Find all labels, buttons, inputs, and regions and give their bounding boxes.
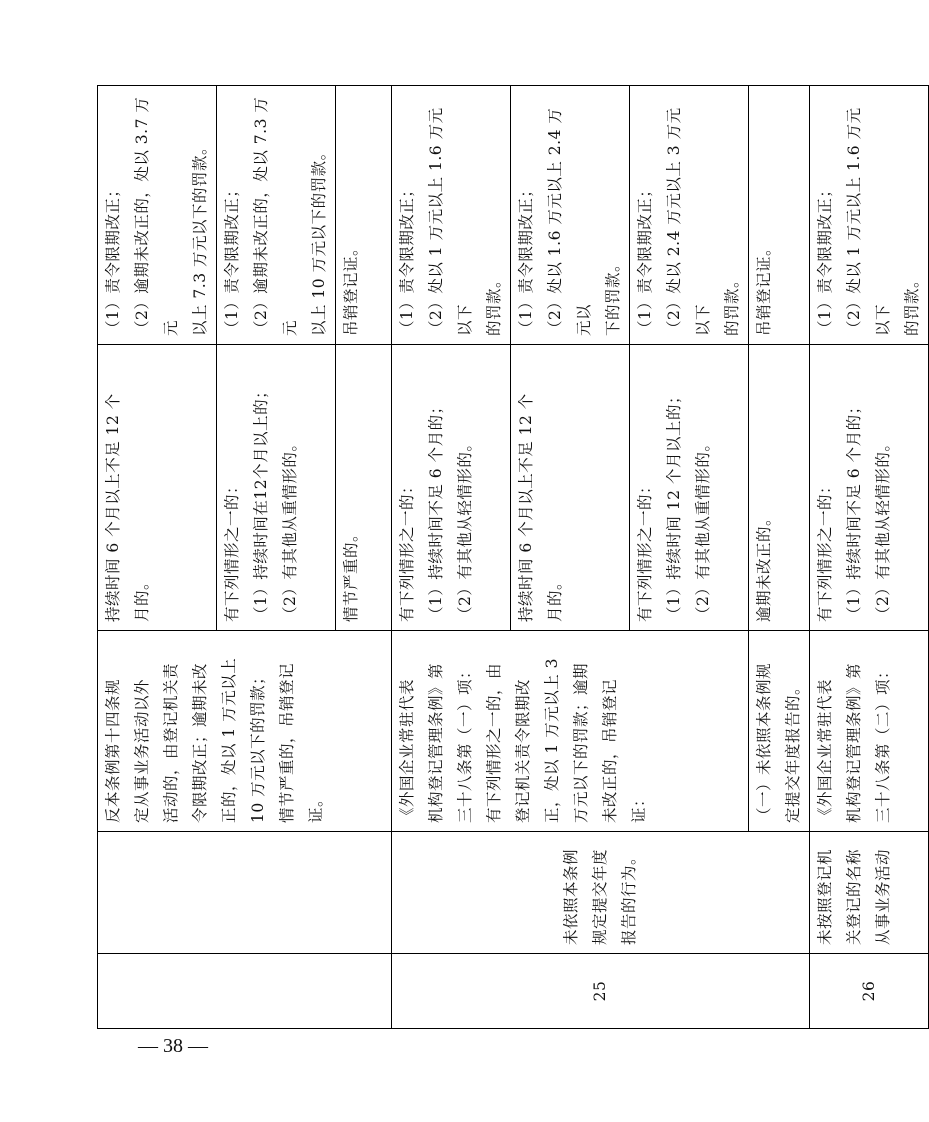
illegal-act-cell: 未按照登记机 关登记的名称 从事业务活动 [810, 832, 929, 954]
circumstance-cell: 有下列情形之一的： （1）持续时间不足 6 个月的； （2）有其他从轻情形的。 [392, 345, 511, 631]
item-number-cell: 25 [392, 954, 810, 1029]
rotated-table-wrapper [97, 86, 921, 1029]
circumstance-cell: 持续时间 6 个月以上不足 12 个 月的。 [511, 345, 630, 631]
circumstance-cell: 逾期未改正的。 [749, 345, 810, 631]
penalty-cell: （1）责令限期改正； （2）处以 1.6 万元以上 2.4 万元以 下的罚款。 [511, 86, 630, 345]
penalty-cell: （1）责令限期改正； （2）处以 2.4 万元以上 3 万元以下 的罚款。 [630, 86, 749, 345]
penalty-table-frame [97, 86, 921, 1029]
page-number: — 38 — [138, 1035, 208, 1057]
illegal-act-cell [98, 832, 392, 954]
penalty-standard-table [97, 85, 929, 1029]
table-row [392, 86, 511, 1029]
penalty-cell: （1）责令限期改正； （2）逾期未改正的，处以 3.7 万元 以上 7.3 万元以下的罚款。 [98, 86, 217, 345]
legal-basis-cell: 反本条例第十四条规 定从事业务活动以外 活动的，由登记机关责 令限期改正；逾期未改 正的，处以 1 万元以上 10 万元以下的罚款； 情节严重的，吊销登记 证。 [98, 631, 392, 832]
legal-basis-cell: （一）未依照本条例规 定提交年度报告的。 [749, 631, 810, 832]
table-row [810, 86, 929, 1029]
circumstance-cell: 有下列情形之一的： （1）持续时间 12 个月以上的； （2）有其他从重情形的。 [630, 345, 749, 631]
table-row [98, 86, 217, 1029]
circumstance-cell: 持续时间 6 个月以上不足 12 个 月的。 [98, 345, 217, 631]
legal-basis-cell: 《外国企业常驻代表 机构登记管理条例》第 三十八条第（一）项： 有下列情形之一的，由 登记机关责令限期改 正，处以 1 万元以上 3 万元以下的罚款；逾期 未改正的，吊销登记 证： [392, 631, 749, 832]
penalty-cell: （1）责令限期改正； （2）处以 1 万元以上 1.6 万元以下 的罚款。 [392, 86, 511, 345]
penalty-cell: 吊销登记证。 [336, 86, 392, 345]
circumstance-cell: 有下列情形之一的： （1）持续时间在12个月以上的； （2）有其他从重情形的。 [217, 345, 336, 631]
illegal-act-cell: 未依照本条例 规定提交年度 报告的行为。 [392, 832, 810, 954]
item-number-cell: 26 [810, 954, 929, 1029]
item-number-cell [98, 954, 392, 1029]
circumstance-cell: 有下列情形之一的： （1）持续时间不足 6 个月的； （2）有其他从轻情形的。 [810, 345, 929, 631]
legal-basis-cell: 《外国企业常驻代表 机构登记管理条例》第 三十八条第（二）项： [810, 631, 929, 832]
penalty-cell: 吊销登记证。 [749, 86, 810, 345]
penalty-cell: （1）责令限期改正； （2）处以 1 万元以上 1.6 万元以下 的罚款。 [810, 86, 929, 345]
circumstance-cell: 情节严重的。 [336, 345, 392, 631]
penalty-cell: （1）责令限期改正； （2）逾期未改正的，处以 7.3 万元 以上 10 万元以下的罚款。 [217, 86, 336, 345]
